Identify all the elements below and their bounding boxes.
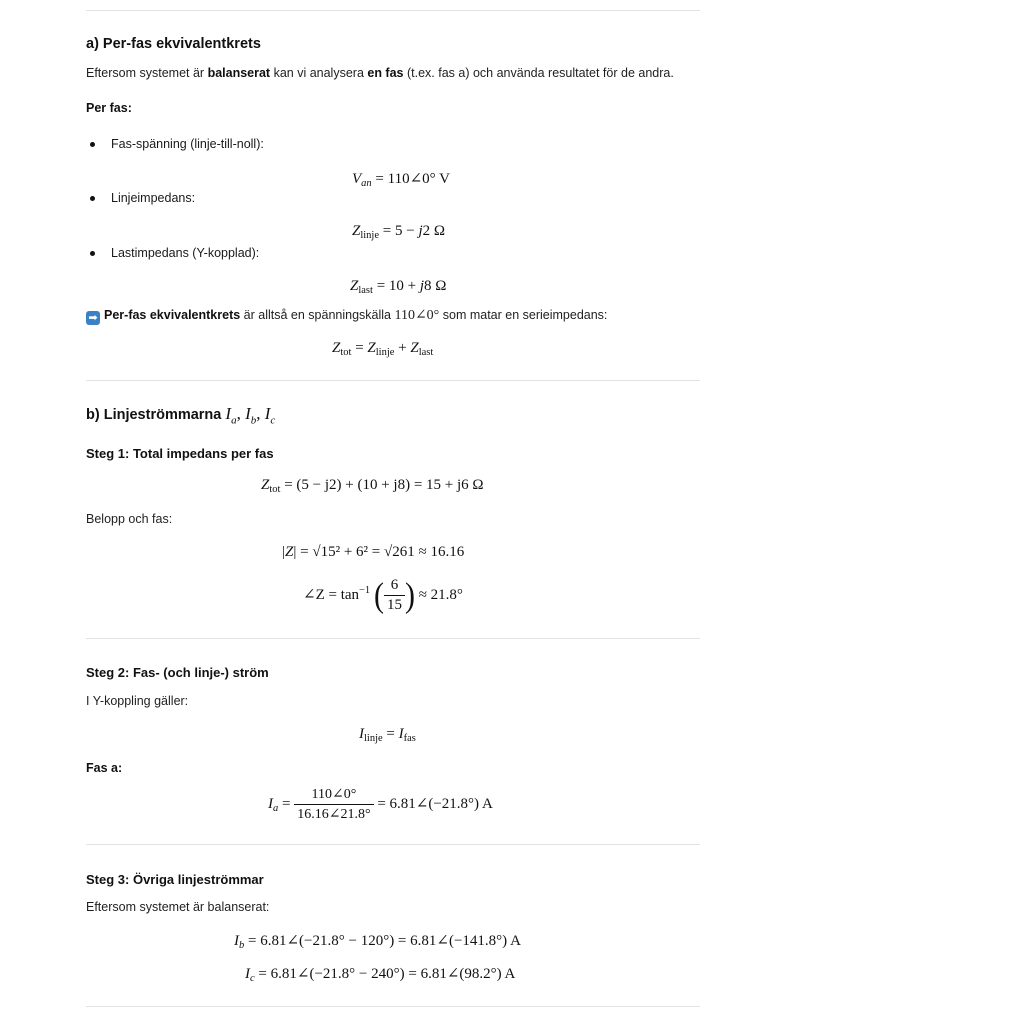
section-b-heading: b) Linjeströmmarna $I_a$, $I_b$, $I_c$ — [86, 404, 276, 427]
equation-ic: $I_c$ = 6.81∠(−21.8° − 240°) = 6.81∠(98.2°) A — [245, 966, 516, 984]
divider — [86, 10, 700, 11]
bullet — [90, 251, 95, 256]
bullet-fasspanning: Fas-spänning (linje-till-noll): — [111, 137, 264, 151]
bullet — [90, 196, 95, 201]
bullet — [90, 142, 95, 147]
steg1-heading: Steg 1: Total impedans per fas — [86, 446, 274, 461]
balanserat-text: Eftersom systemet är balanserat: — [86, 900, 270, 914]
equation-van: $V_{an}$ = 110∠0° V — [352, 171, 450, 189]
equation-ztot-expand: $Z_{tot} = (5 - j2) + (10 + j8) = 15 + j6$ Ω — [261, 477, 484, 495]
ykoppling-text: I Y-koppling gäller: — [86, 694, 189, 708]
divider — [86, 638, 700, 639]
arrow-right-icon: ➡ — [86, 311, 100, 325]
section-a-intro: Eftersom systemet är balanserat kan vi analysera en fas (t.ex. fas a) och använda resultatet för de andra. — [86, 66, 674, 80]
summary-line: ➡ Per-fas ekvivalentkrets är alltså en spänningskälla 110∠0° som matar en serieimpedans: — [86, 307, 607, 325]
equation-absz: |Z| = √15² + 6² = √261 ≈ 16.16 — [282, 544, 465, 560]
equation-angle-z: ∠Z = $\tan^{-1}$ ( $\frac{6}{15}$ ) ≈ 21.8° — [303, 575, 463, 614]
steg2-heading: Steg 2: Fas- (och linje-) ström — [86, 665, 269, 680]
bullet-lastimpedans: Lastimpedans (Y-kopplad): — [111, 246, 260, 260]
belopp-label: Belopp och fas: — [86, 512, 173, 526]
equation-zlinje: $Z_{linje} = 5 - j2$ Ω — [352, 223, 446, 241]
equation-ib: $I_b$ = 6.81∠(−21.8° − 120°) = 6.81∠(−141.8°) A — [234, 933, 521, 951]
section-a-heading: a) Per-fas ekvivalentkrets — [86, 36, 261, 52]
equation-ilinje-ifas: $I_{linje} = I_{fas}$ — [359, 726, 416, 744]
equation-zlast: $Z_{last} = 10 + j8$ Ω — [350, 278, 447, 296]
divider — [86, 844, 700, 845]
divider — [86, 1006, 700, 1007]
per-fas-label: Per fas: — [86, 101, 132, 115]
steg3-heading: Steg 3: Övriga linjeströmmar — [86, 872, 264, 887]
divider — [86, 380, 700, 381]
equation-ztot-sum: $Z_{tot} = Z_{linje} + Z_{last}$ — [332, 340, 434, 358]
fas-a-label: Fas a: — [86, 761, 123, 775]
bullet-linjeimpedans: Linjeimpedans: — [111, 191, 196, 205]
equation-ia: $I_a$ = $\frac{110\angle 0^\circ}{16.16\angle 21.8^\circ}$ = 6.81∠(−21.8°) A — [268, 787, 493, 822]
